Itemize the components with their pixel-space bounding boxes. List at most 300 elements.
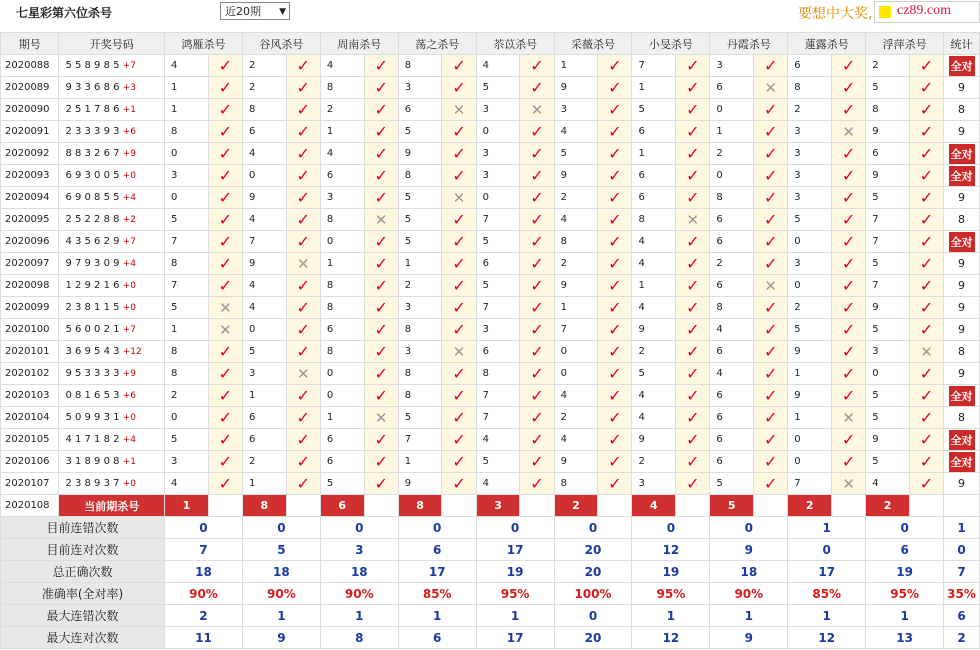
empty-cell: [832, 495, 866, 517]
check-icon: ✓: [442, 319, 476, 341]
kill-value-cell: 5: [398, 187, 442, 209]
check-icon: ✓: [520, 231, 554, 253]
check-icon: ✓: [364, 187, 398, 209]
kill-value-cell: 3: [632, 473, 676, 495]
kill-value-cell: 8: [242, 99, 286, 121]
kill-value-cell: 9: [866, 165, 910, 187]
check-icon: ✓: [442, 275, 476, 297]
kill-value-cell: 8: [320, 275, 364, 297]
check-icon: ✓: [208, 55, 242, 77]
check-icon: ✓: [208, 407, 242, 429]
check-icon: ✓: [208, 473, 242, 495]
stats-value: 1: [398, 605, 476, 627]
check-icon: ✓: [286, 209, 320, 231]
row-stat-cell: 9: [944, 319, 980, 341]
check-icon: ✓: [286, 429, 320, 451]
stats-row: [1, 561, 980, 583]
kill-value-cell: 3: [165, 165, 209, 187]
draw-number-cell: [59, 55, 165, 77]
stats-value: 17: [398, 561, 476, 583]
check-icon: ✓: [909, 77, 943, 99]
column-header: 浮萍杀号: [866, 33, 944, 55]
check-icon: ✓: [598, 187, 632, 209]
kill-value-cell: 1: [554, 55, 598, 77]
check-icon: ✓: [676, 77, 710, 99]
full-correct-badge: 全对: [949, 144, 975, 164]
draw-number-cell: [59, 209, 165, 231]
kill-value-cell: 5: [165, 429, 209, 451]
draw-numbers: 3 6 9 5 4 3: [65, 346, 120, 357]
stats-value: 0: [632, 517, 710, 539]
kill-value-cell: 0: [320, 231, 364, 253]
check-icon: ✓: [364, 451, 398, 473]
stats-value: 13: [866, 627, 944, 649]
kill-value-cell: 2: [242, 77, 286, 99]
issue-cell: 2020097: [1, 253, 59, 275]
kill-value-cell: 1: [398, 451, 442, 473]
kill-value-cell: 6: [242, 407, 286, 429]
kill-value-cell: 3: [476, 165, 520, 187]
check-icon: ✓: [520, 407, 554, 429]
full-correct-badge: 全对: [949, 166, 975, 186]
draw-number-cell: [59, 143, 165, 165]
check-icon: ✓: [364, 121, 398, 143]
kill-value-cell: 1: [632, 275, 676, 297]
check-icon: ✓: [909, 407, 943, 429]
check-icon: ✓: [676, 275, 710, 297]
stats-value: 0: [710, 517, 788, 539]
column-header: 鸿雁杀号: [165, 33, 243, 55]
kill-value-cell: 9: [788, 385, 832, 407]
check-icon: ✓: [909, 165, 943, 187]
stats-value: 0: [242, 517, 320, 539]
check-icon: ✓: [598, 451, 632, 473]
ad-text[interactable]: 要想中大奖,: [798, 6, 873, 22]
check-icon: ✓: [754, 385, 788, 407]
check-icon: ✓: [676, 121, 710, 143]
check-icon: ✓: [754, 451, 788, 473]
stats-label: 目前连对次数: [1, 539, 165, 561]
check-icon: ✓: [598, 231, 632, 253]
check-icon: ✓: [832, 319, 866, 341]
table-row: [1, 143, 980, 165]
kill-value-cell: 4: [632, 385, 676, 407]
kill-number-table: [0, 32, 980, 649]
kill-value-cell: 7: [788, 473, 832, 495]
check-icon: ✓: [364, 341, 398, 363]
kill-value-cell: 0: [554, 341, 598, 363]
issue-cell: 2020102: [1, 363, 59, 385]
kill-value-cell: 7: [476, 407, 520, 429]
kill-value-cell: 5: [866, 187, 910, 209]
check-icon: ✓: [364, 99, 398, 121]
check-icon: ✓: [676, 363, 710, 385]
kill-value-cell: 3: [788, 253, 832, 275]
check-icon: ✓: [442, 385, 476, 407]
draw-number-offset: +7: [122, 61, 136, 71]
issue-cell: 2020094: [1, 187, 59, 209]
stats-value: 19: [476, 561, 554, 583]
table-row: [1, 231, 980, 253]
cross-icon: ✕: [442, 187, 476, 209]
kill-value-cell: 9: [866, 297, 910, 319]
draw-number-offset: +7: [122, 325, 136, 335]
check-icon: ✓: [442, 165, 476, 187]
kill-value-cell: 8: [632, 209, 676, 231]
full-correct-badge: 全对: [949, 232, 975, 252]
kill-value-cell: 4: [554, 385, 598, 407]
draw-number-offset: +1: [122, 457, 136, 467]
column-header: 蓮露杀号: [788, 33, 866, 55]
check-icon: ✓: [286, 407, 320, 429]
kill-value-cell: 0: [710, 99, 754, 121]
check-icon: ✓: [909, 143, 943, 165]
full-correct-badge: 全对: [949, 386, 975, 406]
full-correct-badge: 全对: [949, 430, 975, 450]
check-icon: ✓: [832, 77, 866, 99]
stats-value: 6: [944, 605, 980, 627]
kill-value-cell: 5: [710, 473, 754, 495]
stats-value: 1: [710, 605, 788, 627]
kill-value-cell: 4: [554, 209, 598, 231]
kill-value-cell: 3: [398, 297, 442, 319]
kill-value-cell: 8: [710, 187, 754, 209]
check-icon: ✓: [598, 429, 632, 451]
kill-value-cell: 8: [788, 77, 832, 99]
check-icon: ✓: [909, 297, 943, 319]
kill-value-cell: 5: [398, 231, 442, 253]
kill-value-cell: 8: [165, 121, 209, 143]
draw-number-offset: +4: [122, 259, 136, 269]
kill-value-cell: 6: [320, 165, 364, 187]
cross-icon: ✕: [832, 121, 866, 143]
check-icon: ✓: [598, 473, 632, 495]
kill-value-cell: 3: [788, 121, 832, 143]
kill-value-cell: 4: [632, 253, 676, 275]
kill-value-cell: 4: [632, 297, 676, 319]
draw-number-cell: [59, 363, 165, 385]
kill-value-cell: 9: [554, 275, 598, 297]
check-icon: ✓: [754, 473, 788, 495]
draw-number-offset: +0: [122, 479, 136, 489]
check-icon: ✓: [754, 253, 788, 275]
draw-numbers: 1 2 9 2 1 6: [65, 280, 120, 291]
check-icon: ✓: [286, 451, 320, 473]
kill-value-cell: 9: [866, 121, 910, 143]
stats-value: 12: [788, 627, 866, 649]
check-icon: ✓: [676, 451, 710, 473]
stats-label: 总正确次数: [1, 561, 165, 583]
kill-value-cell: 5: [242, 341, 286, 363]
kill-value-cell: 0: [788, 429, 832, 451]
current-kill-value: 1: [165, 495, 209, 517]
issue-cell: 2020093: [1, 165, 59, 187]
kill-value-cell: 4: [866, 473, 910, 495]
table-row: [1, 187, 980, 209]
check-icon: ✓: [208, 231, 242, 253]
stats-value: 90%: [710, 583, 788, 605]
check-icon: ✓: [598, 165, 632, 187]
stats-label: 准确率(全对率): [1, 583, 165, 605]
kill-value-cell: 8: [165, 363, 209, 385]
stats-value: 20: [554, 539, 632, 561]
check-icon: ✓: [442, 473, 476, 495]
kill-value-cell: 5: [476, 451, 520, 473]
table-row: [1, 121, 980, 143]
check-icon: ✓: [676, 429, 710, 451]
period-select-value: 近20期: [225, 5, 261, 18]
check-icon: ✓: [909, 363, 943, 385]
check-icon: ✓: [208, 209, 242, 231]
kill-value-cell: 5: [866, 319, 910, 341]
kill-value-cell: 6: [242, 121, 286, 143]
kill-value-cell: 7: [165, 275, 209, 297]
row-stat-cell: 9: [944, 121, 980, 143]
kill-value-cell: 3: [554, 99, 598, 121]
draw-number-cell: [59, 187, 165, 209]
table-row: [1, 451, 980, 473]
check-icon: ✓: [598, 297, 632, 319]
check-icon: ✓: [442, 451, 476, 473]
cross-icon: ✕: [442, 99, 476, 121]
issue-cell: 2020096: [1, 231, 59, 253]
current-kill-value: 4: [632, 495, 676, 517]
check-icon: ✓: [909, 253, 943, 275]
check-icon: ✓: [832, 187, 866, 209]
stats-value: 20: [554, 627, 632, 649]
check-icon: ✓: [909, 451, 943, 473]
row-stat-cell: [944, 55, 980, 77]
cross-icon: ✕: [832, 407, 866, 429]
check-icon: ✓: [208, 429, 242, 451]
row-stat-cell: [944, 385, 980, 407]
issue-cell: 2020092: [1, 143, 59, 165]
check-icon: ✓: [832, 253, 866, 275]
chevron-down-icon: ▼: [279, 7, 286, 17]
check-icon: ✓: [832, 143, 866, 165]
stats-value: 12: [632, 627, 710, 649]
kill-value-cell: 1: [165, 77, 209, 99]
row-stat-cell: [944, 143, 980, 165]
cross-icon: ✕: [286, 253, 320, 275]
issue-cell: 2020089: [1, 77, 59, 99]
kill-value-cell: 3: [710, 55, 754, 77]
stats-value: 0: [165, 517, 243, 539]
kill-value-cell: 2: [788, 297, 832, 319]
row-stat-cell: 9: [944, 473, 980, 495]
draw-number-cell: [59, 121, 165, 143]
check-icon: ✓: [442, 209, 476, 231]
kill-value-cell: 9: [554, 77, 598, 99]
check-icon: ✓: [520, 209, 554, 231]
column-header: 统计: [944, 33, 980, 55]
draw-numbers: 5 5 8 9 8 5: [65, 60, 120, 71]
empty-cell: [676, 495, 710, 517]
kill-value-cell: 9: [554, 165, 598, 187]
kill-value-cell: 9: [398, 473, 442, 495]
check-icon: ✓: [520, 187, 554, 209]
draw-number-cell: [59, 451, 165, 473]
kill-value-cell: 5: [476, 77, 520, 99]
check-icon: ✓: [754, 429, 788, 451]
column-header: 苶苡杀号: [476, 33, 554, 55]
cross-icon: ✕: [208, 297, 242, 319]
draw-numbers: 2 3 3 3 9 3: [65, 126, 120, 137]
row-stat-cell: [944, 451, 980, 473]
check-icon: ✓: [208, 77, 242, 99]
kill-value-cell: 2: [554, 407, 598, 429]
check-icon: ✓: [676, 297, 710, 319]
cross-icon: ✕: [754, 275, 788, 297]
kill-value-cell: 0: [165, 407, 209, 429]
issue-cell: 2020107: [1, 473, 59, 495]
cross-icon: ✕: [442, 341, 476, 363]
draw-numbers: 5 0 9 9 3 1: [65, 412, 120, 423]
check-icon: ✓: [754, 363, 788, 385]
check-icon: ✓: [520, 121, 554, 143]
stats-row: [1, 627, 980, 649]
stats-value: 90%: [242, 583, 320, 605]
kill-value-cell: 6: [398, 99, 442, 121]
kill-value-cell: 3: [320, 187, 364, 209]
current-kill-value: 5: [710, 495, 754, 517]
check-icon: ✓: [364, 165, 398, 187]
empty-cell: [944, 495, 980, 517]
table-row: [1, 253, 980, 275]
current-kill-value: 2: [554, 495, 598, 517]
check-icon: ✓: [286, 231, 320, 253]
check-icon: ✓: [442, 253, 476, 275]
draw-numbers: 8 8 3 2 6 7: [65, 148, 120, 159]
stats-value: 0: [476, 517, 554, 539]
check-icon: ✓: [832, 209, 866, 231]
kill-value-cell: 6: [710, 407, 754, 429]
kill-value-cell: 2: [632, 341, 676, 363]
kill-value-cell: 8: [165, 341, 209, 363]
kill-value-cell: 4: [476, 55, 520, 77]
draw-numbers: 6 9 3 0 0 5: [65, 170, 120, 181]
issue-cell: 2020100: [1, 319, 59, 341]
check-icon: ✓: [520, 165, 554, 187]
cross-icon: ✕: [754, 77, 788, 99]
kill-value-cell: 3: [788, 165, 832, 187]
draw-number-offset: +4: [122, 435, 136, 445]
draw-number-offset: +4: [122, 193, 136, 203]
kill-value-cell: 7: [866, 275, 910, 297]
column-header: 荡之杀号: [398, 33, 476, 55]
kill-value-cell: 6: [710, 77, 754, 99]
check-icon: ✓: [364, 473, 398, 495]
kill-value-cell: 3: [866, 341, 910, 363]
check-icon: ✓: [909, 187, 943, 209]
issue-cell: 2020098: [1, 275, 59, 297]
check-icon: ✓: [676, 385, 710, 407]
check-icon: ✓: [442, 231, 476, 253]
site-logo[interactable]: [874, 1, 980, 23]
draw-numbers: 4 1 7 1 8 2: [65, 434, 120, 445]
check-icon: ✓: [442, 363, 476, 385]
stats-value: 0: [788, 539, 866, 561]
kill-value-cell: 8: [320, 341, 364, 363]
kill-value-cell: 6: [242, 429, 286, 451]
kill-value-cell: 5: [398, 209, 442, 231]
check-icon: ✓: [909, 429, 943, 451]
current-issue: 2020108: [1, 495, 59, 517]
kill-value-cell: 8: [710, 297, 754, 319]
table-row: [1, 473, 980, 495]
row-stat-cell: [944, 231, 980, 253]
kill-value-cell: 4: [710, 363, 754, 385]
table-row: [1, 165, 980, 187]
kill-value-cell: 1: [242, 473, 286, 495]
check-icon: ✓: [598, 319, 632, 341]
kill-value-cell: 4: [710, 319, 754, 341]
kill-value-cell: 0: [788, 451, 832, 473]
draw-number-cell: [59, 319, 165, 341]
check-icon: ✓: [364, 77, 398, 99]
draw-number-offset: +2: [122, 215, 136, 225]
kill-value-cell: 4: [242, 209, 286, 231]
table-row: [1, 319, 980, 341]
current-kill-value: 2: [866, 495, 910, 517]
stats-value: 85%: [788, 583, 866, 605]
kill-value-cell: 4: [554, 429, 598, 451]
check-icon: ✓: [909, 55, 943, 77]
kill-value-cell: 7: [554, 319, 598, 341]
table-row: [1, 55, 980, 77]
stats-value: 19: [866, 561, 944, 583]
kill-value-cell: 7: [476, 209, 520, 231]
stats-row: [1, 517, 980, 539]
row-stat-cell: 8: [944, 99, 980, 121]
stats-value: 1: [866, 605, 944, 627]
kill-value-cell: 4: [320, 143, 364, 165]
stats-value: 17: [476, 627, 554, 649]
check-icon: ✓: [909, 121, 943, 143]
kill-value-cell: 9: [866, 429, 910, 451]
draw-number-offset: +9: [122, 149, 136, 159]
check-icon: ✓: [364, 319, 398, 341]
check-icon: ✓: [909, 275, 943, 297]
check-icon: ✓: [208, 385, 242, 407]
check-icon: ✓: [286, 165, 320, 187]
check-icon: ✓: [442, 429, 476, 451]
draw-number-offset: +1: [122, 105, 136, 115]
check-icon: ✓: [442, 297, 476, 319]
check-icon: ✓: [832, 275, 866, 297]
stats-value: 0: [944, 539, 980, 561]
check-icon: ✓: [909, 319, 943, 341]
kill-value-cell: 6: [320, 319, 364, 341]
period-select[interactable]: [220, 2, 290, 20]
draw-number-cell: [59, 253, 165, 275]
issue-cell: 2020105: [1, 429, 59, 451]
cross-icon: ✕: [286, 363, 320, 385]
kill-value-cell: 1: [320, 253, 364, 275]
check-icon: ✓: [364, 297, 398, 319]
check-icon: ✓: [208, 341, 242, 363]
check-icon: ✓: [286, 297, 320, 319]
check-icon: ✓: [754, 231, 788, 253]
draw-numbers: 3 1 8 9 0 8: [65, 456, 120, 467]
kill-value-cell: 2: [242, 55, 286, 77]
draw-number-cell: [59, 297, 165, 319]
kill-value-cell: 4: [165, 55, 209, 77]
check-icon: ✓: [754, 143, 788, 165]
kill-value-cell: 6: [710, 275, 754, 297]
kill-value-cell: 5: [866, 407, 910, 429]
draw-number-cell: [59, 77, 165, 99]
